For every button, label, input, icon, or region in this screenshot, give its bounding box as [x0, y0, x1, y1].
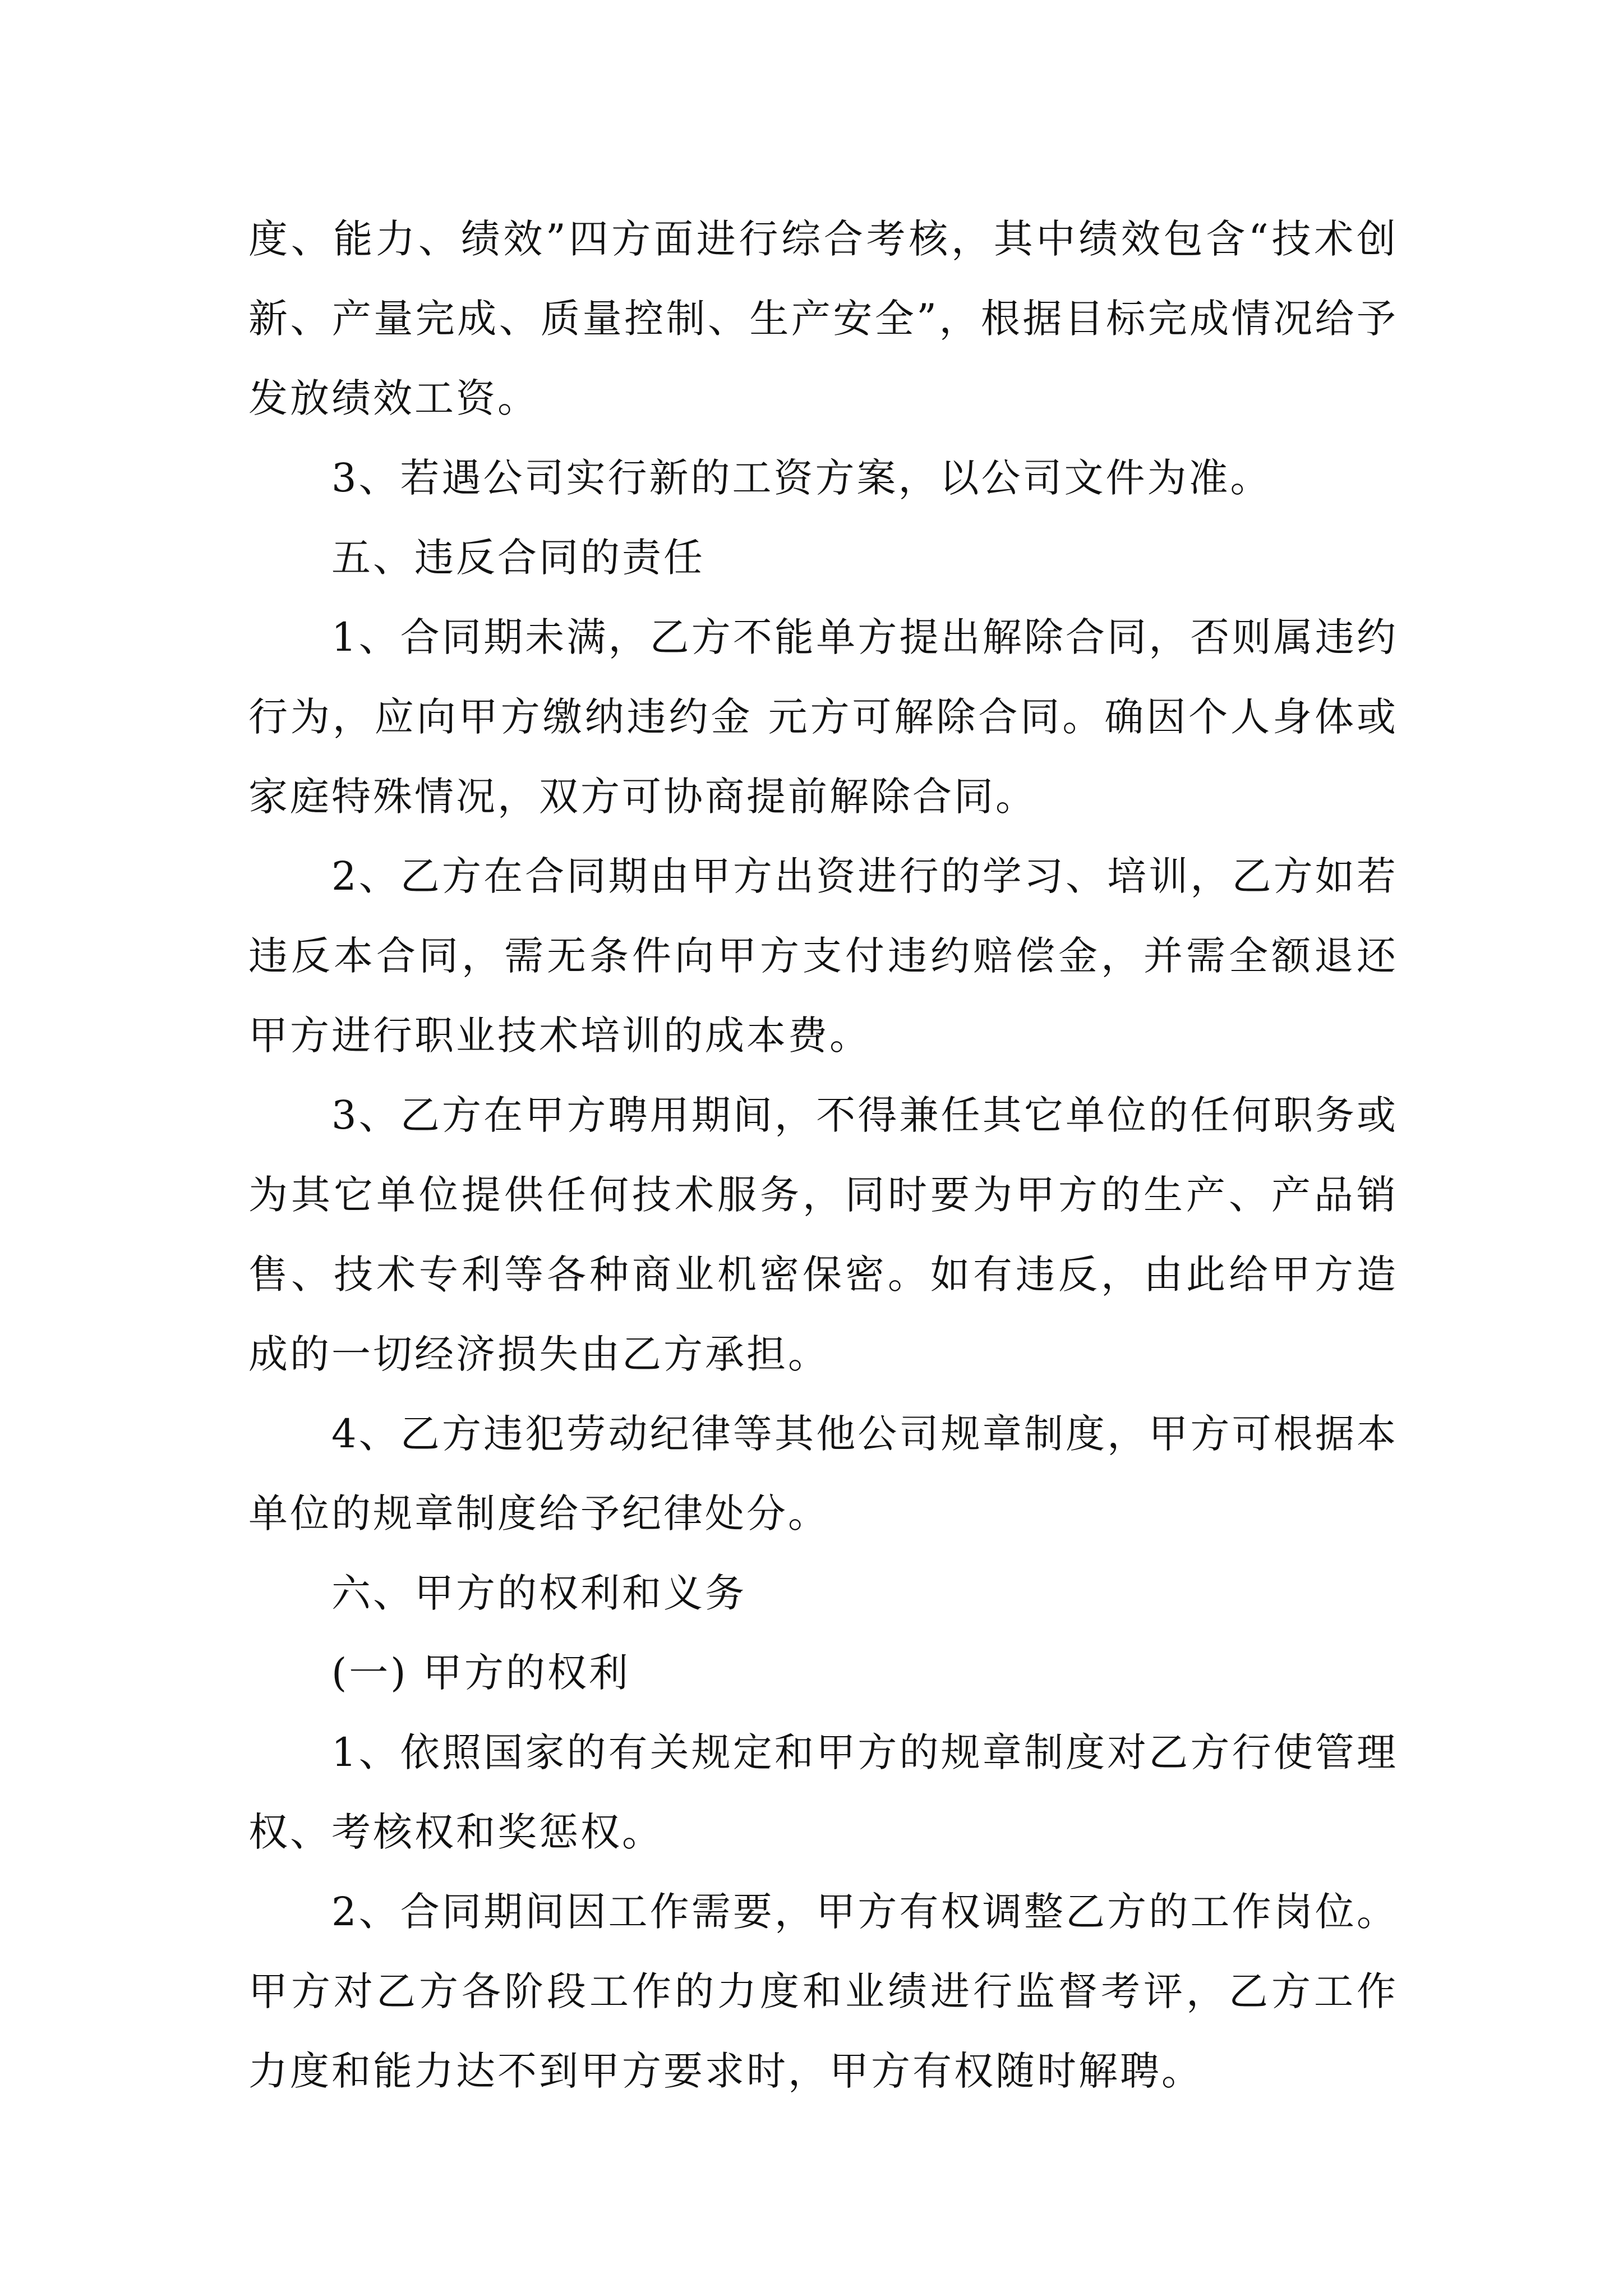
paragraph-management-rights: 1、依照国家的有关规定和甲方的规章制度对乙方行使管理权、考核权和奖惩权。	[248, 1729, 1398, 1855]
paragraph-training-cost: 2、乙方在合同期由甲方出资进行的学习、培训，乙方如若违反本合同，需无条件向甲方支付违约赔偿金，并需全额退还甲方进行职业技术培训的成本费。	[248, 853, 1398, 1059]
paragraph-position-adjustment: 2、合同期间因工作需要，甲方有权调整乙方的工作岗位。甲方对乙方各阶段工作的力度和业绩进行监督考评，乙方工作力度和能力达不到甲方要求时，甲方有权随时解聘。	[248, 1889, 1398, 2094]
paragraph-new-salary-plan: 3、若遇公司实行新的工资方案，以公司文件为准。	[331, 455, 1272, 501]
document-body	[248, 199, 1398, 2111]
subsection-heading-party-a-rights: (一) 甲方的权利	[331, 1650, 630, 1696]
section-heading-party-a-rights-obligations: 六、甲方的权利和义务	[331, 1570, 746, 1616]
paragraph-performance-assessment: 度、能力、绩效”四方面进行综合考核，其中绩效包含“技术创新、产量完成、质量控制、生产安全”，根据目标完成情况给予发放绩效工资。	[248, 216, 1398, 421]
paragraph-discipline: 4、乙方违犯劳动纪律等其他公司规章制度，甲方可根据本单位的规章制度给予纪律处分。	[248, 1411, 1398, 1536]
paragraph-confidentiality: 3、乙方在甲方聘用期间，不得兼任其它单位的任何职务或为其它单位提供任何技术服务，同时要为甲方的生产、产品销售、技术专利等各种商业机密保密。如有违反，由此给甲方造成的一切经济损失由乙方承担。	[248, 1092, 1398, 1377]
section-heading-breach-liability: 五、违反合同的责任	[331, 535, 705, 581]
paragraph-early-termination: 1、合同期未满，乙方不能单方提出解除合同，否则属违约行为，应向甲方缴纳违约金 元方可解除合同。确因个人身体或家庭特殊情况，双方可协商提前解除合同。	[248, 614, 1398, 820]
